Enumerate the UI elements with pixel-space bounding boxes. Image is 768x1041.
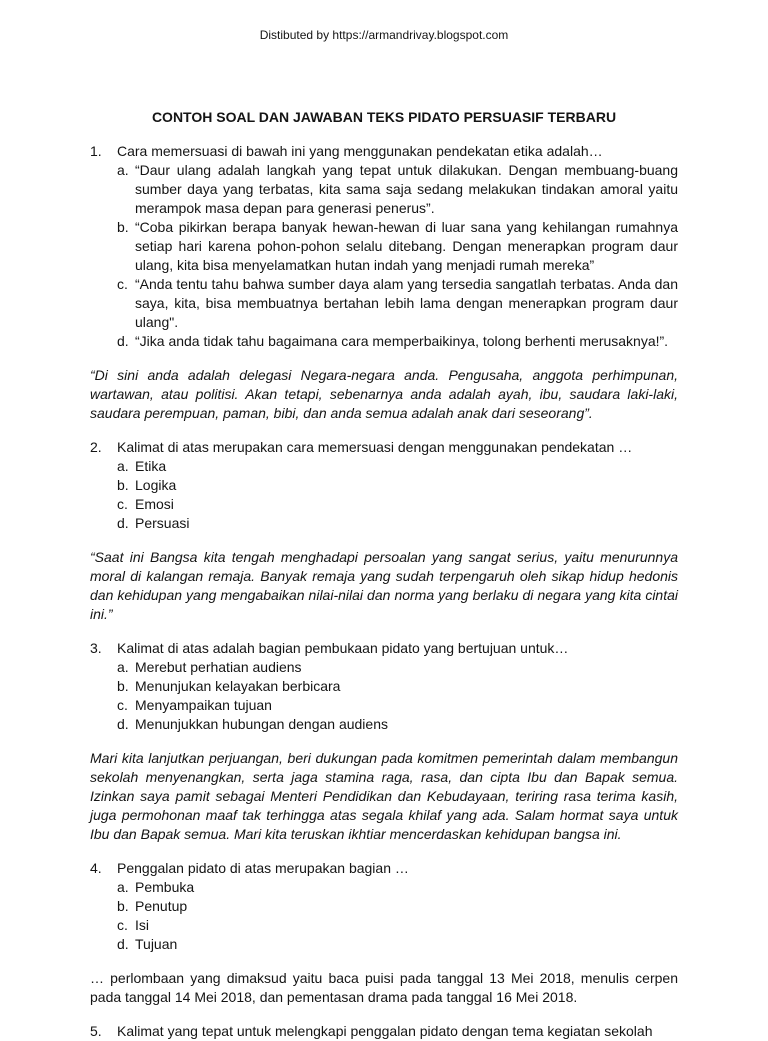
option-3c: [117, 696, 678, 715]
question-text: Penggalan pidato di atas merupakan bagian …: [117, 860, 409, 876]
document-title: CONTOH SOAL DAN JAWABAN TEKS PIDATO PERSUASIF TERBARU: [151, 109, 617, 125]
question-text: Kalimat yang tepat untuk melengkapi penggalan pidato dengan tema kegiatan sekolah: [117, 1023, 653, 1039]
option-letter: c.: [117, 276, 128, 292]
option-4c: [117, 916, 678, 935]
option-1a: [117, 161, 678, 218]
spacer: [90, 624, 678, 639]
option-text: “Anda tentu tahu bahwa sumber daya alam yang tersedia sangatlah terbatas. Anda dan saya, kita, bisa membuatnya bertahan lebih lama dengan menerapkan program daur ulang".: [135, 276, 678, 330]
option-text: Isi: [135, 917, 149, 933]
option-text: Logika: [135, 477, 177, 493]
option-4d: [117, 935, 678, 954]
option-4b: [117, 897, 678, 916]
question-text: Kalimat di atas merupakan cara memersuasi dengan menggunakan pendekatan …: [117, 439, 633, 455]
option-text: Etika: [135, 458, 167, 474]
option-letter: d.: [117, 936, 129, 952]
option-text: Menunjukkan hubungan dengan audiens: [135, 716, 388, 732]
spacer: [90, 954, 678, 969]
question-1: [90, 142, 678, 161]
option-letter: d.: [117, 515, 129, 531]
option-letter: c.: [117, 496, 128, 512]
option-2c: [117, 495, 678, 514]
question-3: [90, 639, 678, 658]
spacer: [90, 734, 678, 749]
option-text: “Jika anda tidak tahu bagaimana cara memperbaikinya, tolong berhenti merusaknya!”.: [135, 333, 669, 349]
question-number: 1.: [90, 143, 102, 159]
option-2b: [117, 476, 678, 495]
option-2a: [117, 457, 678, 476]
question-number: 3.: [90, 640, 102, 656]
option-1c: [117, 275, 678, 332]
spacer: [90, 423, 678, 438]
option-text: “Daur ulang adalah langkah yang tepat untuk dilakukan. Dengan membuang-buang sumber daya yang terbatas, kita sama saja sedang melakukan tindakan amoral yaitu merampok masa depan para generasi penerus”.: [135, 162, 678, 216]
option-letter: a.: [117, 162, 129, 178]
question-text: Cara memersuasi di bawah ini yang menggunakan pendekatan etika adalah…: [117, 143, 603, 159]
option-3a: [117, 658, 678, 677]
question-number: 4.: [90, 860, 102, 876]
document-content: [90, 142, 678, 1041]
option-letter: d.: [117, 716, 129, 732]
spacer: [90, 844, 678, 859]
option-text: Penutup: [135, 898, 188, 914]
passage-3: Mari kita lanjutkan perjuangan, beri dukungan pada komitmen pemerintah dalam membangun sekolah menyenangkan, serta jaga stamina raga, rasa, dan cipta Ibu dan Bapak semua. Izinkan saya pamit sebagai Menteri Pendidikan dan Kebudayaan, teriring rasa terima kasih, juga permohonan maaf tak terhingga atas segala khilaf yang ada. Salam hormat saya untuk Ibu dan Bapak semua. Mari kita teruskan ikhtiar mencerdaskan kehidupan bangsa ini.: [90, 750, 678, 842]
distributed-by-note: Distibuted by https://armandrivay.blogspot.com: [259, 28, 509, 42]
question-5: [90, 1022, 678, 1041]
option-letter: b.: [117, 898, 129, 914]
spacer: [90, 533, 678, 548]
option-2d: [117, 514, 678, 533]
option-text: Emosi: [135, 496, 174, 512]
passage-4: … perlombaan yang dimaksud yaitu baca puisi pada tanggal 13 Mei 2018, menulis cerpen pada tanggal 14 Mei 2018, dan pementasan drama pada tanggal 16 Mei 2018.: [90, 970, 678, 1005]
option-letter: b.: [117, 477, 129, 493]
option-letter: b.: [117, 219, 129, 235]
option-letter: a.: [117, 879, 129, 895]
question-4: [90, 859, 678, 878]
spacer: [90, 351, 678, 366]
option-letter: a.: [117, 659, 129, 675]
question-2: [90, 438, 678, 457]
option-letter: c.: [117, 917, 128, 933]
question-number: 2.: [90, 439, 102, 455]
option-text: Persuasi: [135, 515, 190, 531]
option-3d: [117, 715, 678, 734]
question-number: 5.: [90, 1023, 102, 1039]
option-text: Pembuka: [135, 879, 195, 895]
option-letter: a.: [117, 458, 129, 474]
option-letter: d.: [117, 333, 129, 349]
option-text: Tujuan: [135, 936, 178, 952]
option-letter: b.: [117, 678, 129, 694]
passage-1: “Di sini anda adalah delegasi Negara-negara anda. Pengusaha, anggota perhimpunan, wartawan, atau politisi. Akan tetapi, sebenarnya anda adalah ayah, ibu, saudara laki-laki, saudara perempuan, paman, bibi, dan anda semua adalah anak dari seseorang”.: [90, 367, 678, 421]
option-3b: [117, 677, 678, 696]
option-1d: [117, 332, 678, 351]
option-letter: c.: [117, 697, 128, 713]
option-text: Menyampaikan tujuan: [135, 697, 272, 713]
question-text: Kalimat di atas adalah bagian pembukaan pidato yang bertujuan untuk…: [117, 640, 569, 656]
passage-2: “Saat ini Bangsa kita tengah menghadapi persoalan yang sangat serius, yaitu menurunnya moral di kalangan remaja. Banyak remaja yang sudah terpengaruh oleh sikap hidup hedonis dan kehidupan yang mengabaikan nilai-nilai dan norma yang berlaku di negara yang kita cintai ini.”: [90, 549, 678, 622]
option-text: Merebut perhatian audiens: [135, 659, 302, 675]
option-1b: [117, 218, 678, 275]
option-text: “Coba pikirkan berapa banyak hewan-hewan di luar sana yang kehilangan rumahnya setiap hari karena pohon-pohon selalu ditebang. Dengan menerapkan program daur ulang, kita bisa menyelamatkan hutan indah yang menjadi rumah mereka”: [135, 219, 678, 273]
option-text: Menunjukan kelayakan berbicara: [135, 678, 341, 694]
option-4a: [117, 878, 678, 897]
spacer: [90, 1007, 678, 1022]
